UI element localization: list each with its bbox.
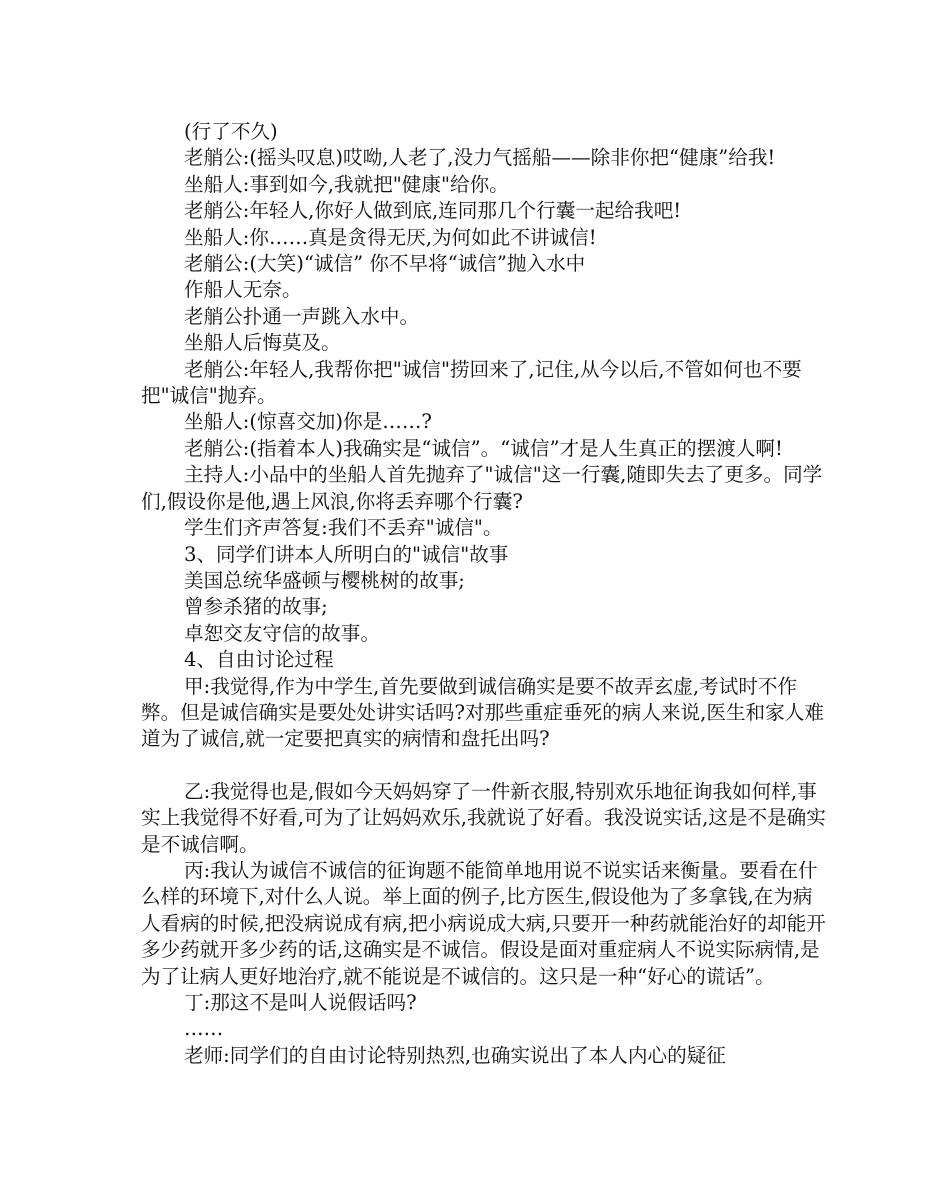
paragraph: (行了不久) bbox=[184, 120, 278, 143]
paragraph: 美国总统华盛顿与樱桃树的故事; bbox=[184, 568, 465, 592]
paragraph: 4、自由讨论过程 bbox=[184, 648, 334, 672]
paragraph: 乙:我觉得也是,假如今天妈妈穿了一件新衣服,特别欢乐地征询我如何样,事实上我觉得不好看,可为了让妈妈欢乐,我就说了好看。我没说实话,这是不是确实是不诚信啊。 bbox=[141, 779, 826, 856]
paragraph: 学生们齐声答复:我们不丢弃"诚信"。 bbox=[184, 516, 503, 540]
paragraph: 老艄公:年轻人,你好人做到底,连同那几个行囊一起给我吧! bbox=[184, 199, 682, 223]
paragraph: 甲:我觉得,作为中学生,首先要做到诚信确实是要不故弄玄虚,考试时不作弊。但是诚信确实是要处处讲实话吗?对那些重症垂死的病人来说,医生和家人难道为了诚信,就一定要把真实的病情和盘托出吗? bbox=[141, 674, 824, 751]
paragraph: 老艄公:年轻人,我帮你把"诚信"捞回来了,记住,从今以后,不管如何也不要把"诚信"抛弃。 bbox=[141, 357, 802, 408]
paragraph: 坐船人后悔莫及。 bbox=[184, 331, 341, 355]
paragraph: 丁:那这不是叫人说假话吗? bbox=[184, 991, 417, 1014]
paragraph: 丙:我认为诚信不诚信的征询题不能简单地用说不说实话来衡量。要看在什么样的环境下,对什么人说。举上面的例子,比方医生,假设他为了多拿钱,在为病人看病的时候,把没病说成有病,把小病说成大病,只要开一种药就能治好的却能开多少药就开多少药的话,这确实是不诚信。假设是面对重症病人不说实际病情,是为了让病人更好地治疗,就不能说是不诚信的。这只是一种“好心的谎话”。 bbox=[141, 858, 826, 988]
paragraph: 坐船人:(惊喜交加)你是……? bbox=[184, 410, 432, 434]
paragraph: 老艄公扑通一声跳入水中。 bbox=[184, 304, 420, 328]
paragraph: 3、同学们讲本人所明白的"诚信"故事 bbox=[184, 542, 509, 566]
document-body bbox=[141, 119, 831, 1069]
paragraph: …… bbox=[184, 1017, 224, 1041]
paragraph: 老师:同学们的自由讨论特别热烈,也确实说出了本人内心的疑征 bbox=[184, 1043, 726, 1067]
paragraph: 坐船人:你……真是贪得无厌,为何如此不讲诚信! bbox=[184, 225, 597, 249]
paragraph: 老艄公:(大笑)“诚信” 你不早将“诚信”抛入水中 bbox=[184, 252, 586, 276]
paragraph: 主持人:小品中的坐船人首先抛弃了"诚信"这一行囊,随即失去了更多。同学们,假设你是他,遇上风浪,你将丢弃哪个行囊? bbox=[141, 463, 823, 513]
paragraph: 老艄公:(指着本人)我确实是“诚信”。“诚信”才是人生真正的摆渡人啊! bbox=[184, 436, 783, 460]
paragraph: 作船人无奈。 bbox=[184, 278, 302, 302]
paragraph-spacer bbox=[141, 753, 831, 779]
paragraph: 坐船人:事到如今,我就把"健康"给你。 bbox=[184, 172, 509, 196]
paragraph: 曾参杀猪的故事; bbox=[184, 595, 328, 619]
paragraph: 老艄公:(摇头叹息)哎呦,人老了,没力气摇船——除非你把“健康”给我! bbox=[184, 146, 776, 170]
paragraph: 卓恕交友守信的故事。 bbox=[184, 621, 380, 645]
